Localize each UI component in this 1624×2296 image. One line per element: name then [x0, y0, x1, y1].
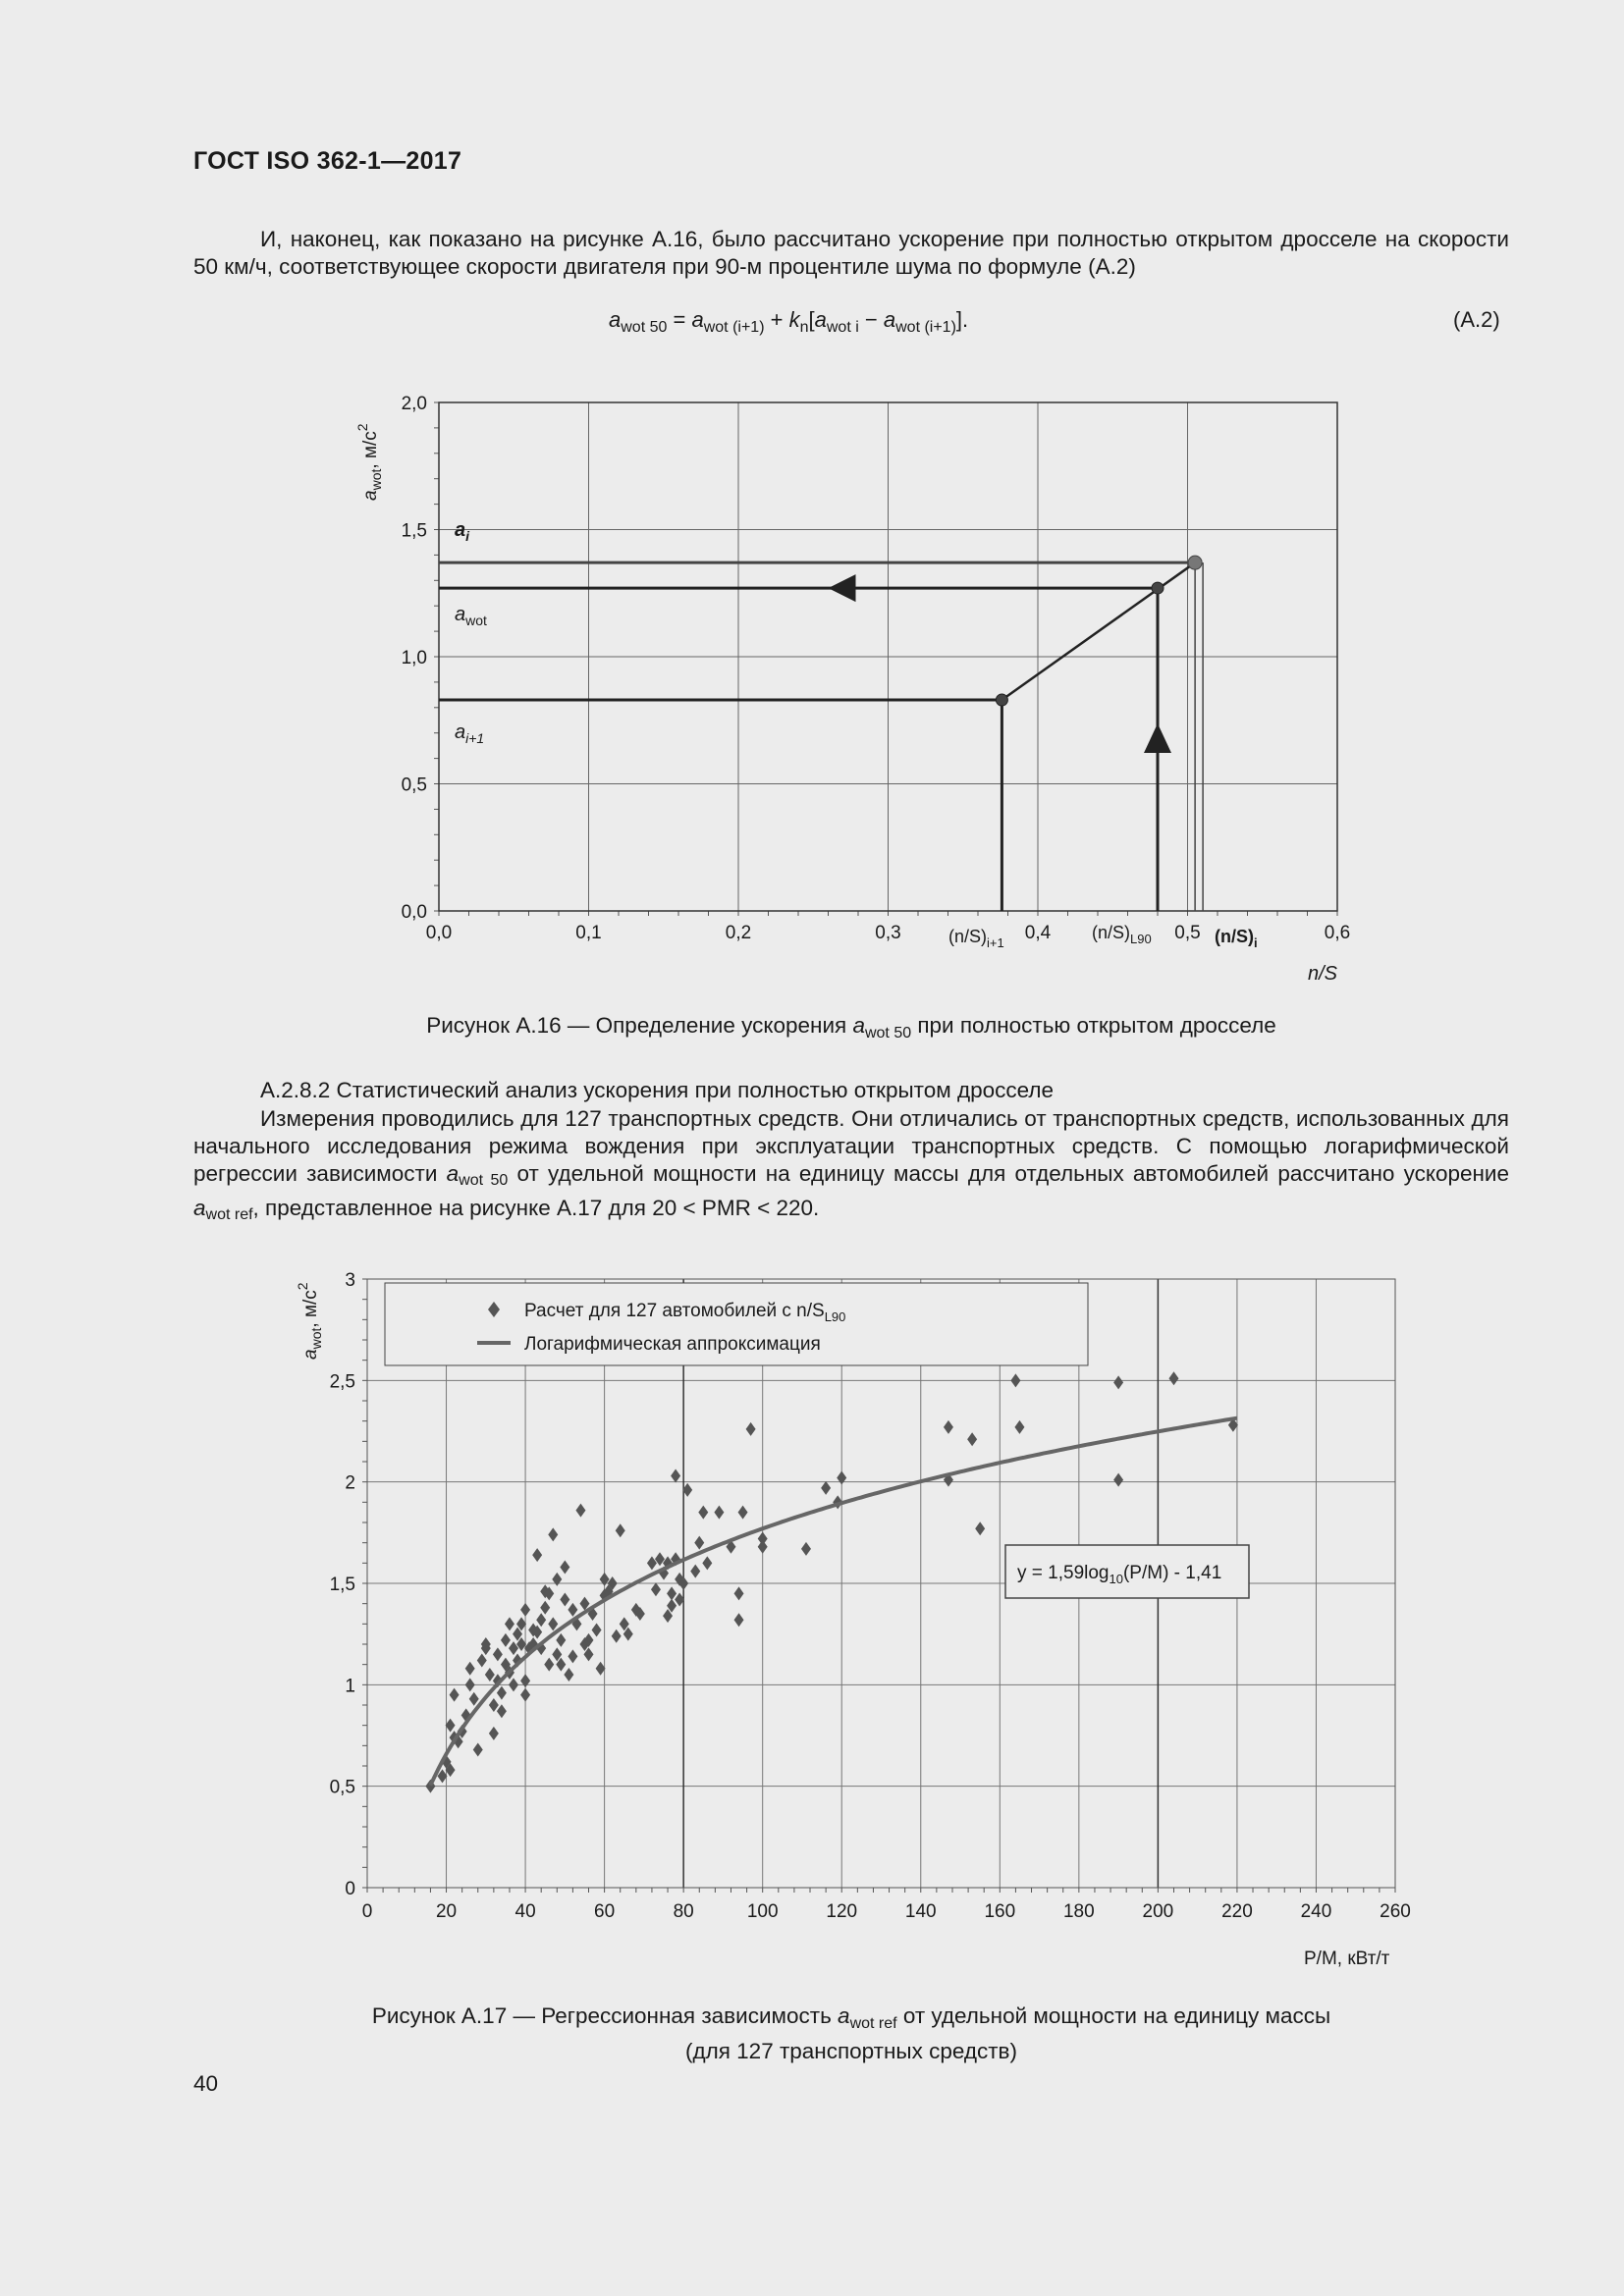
- f16-xmark-ip1: $(n/S)_{i+1}$: [948, 927, 1004, 950]
- section-paragraph: [193, 1105, 1509, 1229]
- f16-xtick-label: 0,4: [1024, 923, 1052, 943]
- f17-fit-curve: [430, 1418, 1237, 1786]
- f17-data-point: [536, 1613, 546, 1627]
- f16-ytick-label: 1,5: [401, 520, 427, 542]
- f17-data-point: [1014, 1420, 1024, 1434]
- f17-data-point: [702, 1556, 712, 1570]
- f17-ytick-label: 1,5: [329, 1575, 355, 1595]
- formula-op: ].: [955, 307, 969, 332]
- f17-legend-line: Логарифмическая аппроксимация: [524, 1334, 821, 1355]
- f17-xtick-label: 100: [746, 1901, 779, 1922]
- f17-data-point: [837, 1471, 846, 1485]
- caption-sub: wot ref: [849, 2015, 897, 2032]
- f17-data-point: [560, 1593, 569, 1607]
- f16-arrow-up-icon: [1144, 723, 1171, 753]
- figure-a16-caption: [193, 1013, 1509, 1042]
- caption-symbol: a: [838, 2003, 850, 2028]
- f17-data-point: [734, 1613, 744, 1627]
- f17-data-point: [698, 1506, 708, 1520]
- f17-data-point: [520, 1688, 530, 1702]
- f17-data-point: [505, 1617, 514, 1630]
- f17-data-point: [446, 1719, 456, 1733]
- para-symbol: a: [446, 1161, 460, 1186]
- f17-data-point: [493, 1647, 503, 1661]
- f17-data-point: [473, 1742, 483, 1756]
- caption-symbol: a: [852, 1013, 865, 1038]
- f17-data-point: [655, 1552, 665, 1566]
- formula-op: +: [764, 307, 789, 332]
- formula-sub: wot 50: [621, 319, 668, 336]
- f17-xtick-label: 20: [435, 1901, 458, 1922]
- f16-label-ai: $a_i$: [455, 519, 470, 544]
- f17-data-point: [485, 1668, 495, 1682]
- f17-data-point: [690, 1565, 700, 1578]
- f17-data-point: [509, 1678, 518, 1691]
- f17-data-point: [489, 1727, 499, 1740]
- f16-xtick-label: 0,5: [1174, 923, 1201, 943]
- page-number: 40: [193, 2071, 219, 2096]
- f17-data-point: [556, 1633, 566, 1647]
- f17-data-point: [560, 1560, 569, 1574]
- f17-data-point: [647, 1556, 657, 1570]
- f16-xtick-label: 0,1: [575, 923, 602, 943]
- f17-xtick-label: 160: [984, 1901, 1016, 1922]
- f17-data-point: [469, 1692, 479, 1706]
- formula-sub: wot (i+1): [895, 319, 956, 336]
- formula-symbol: a: [609, 307, 622, 332]
- f17-xtick-label: 0: [361, 1901, 373, 1922]
- f16-xtick-label: 0,3: [875, 923, 901, 943]
- caption-line-1: [193, 2002, 1509, 2038]
- f16-tick-labels: [402, 394, 1351, 943]
- para-text: , представленное на рисунке А.17 для 20 < PMR < 220.: [252, 1196, 820, 1220]
- f17-data-point: [465, 1678, 475, 1691]
- f16-xtick-label: 0,0: [425, 923, 453, 943]
- f17-data-point: [450, 1688, 460, 1702]
- f17-equation: $y = 1,59\log_{10}(P/M) - 1,41$: [1017, 1563, 1222, 1586]
- f17-data-point: [1168, 1371, 1178, 1385]
- caption-text: Рисунок А.16 — Определение ускорения: [426, 1013, 853, 1038]
- f16-interp-line: [1001, 562, 1195, 700]
- f17-data-point: [612, 1629, 622, 1643]
- f17-data-point: [738, 1506, 748, 1520]
- f16-grid: [434, 402, 1337, 916]
- f16-point-i: [1188, 556, 1202, 569]
- formula-symbol: a: [883, 307, 896, 332]
- f16-arrow-left-icon: [829, 574, 856, 602]
- f16-ylabel: $a_{wot}$, $м/с^2$: [354, 423, 384, 501]
- f17-xtick-label: 240: [1300, 1901, 1332, 1922]
- para-sub: wot 50: [459, 1172, 509, 1189]
- f17-xtick-label: 80: [673, 1901, 694, 1922]
- f17-data-point: [497, 1704, 507, 1718]
- figure-a17-caption: [193, 2002, 1509, 2065]
- f17-ytick-label: 2,5: [329, 1371, 355, 1393]
- f17-data-point: [1113, 1375, 1123, 1389]
- figure-a17: [0, 1237, 1624, 1983]
- f17-data-point: [520, 1674, 530, 1687]
- formula-number: (А.2): [1453, 307, 1500, 332]
- f16-xmark-i: $(n/S)_i$: [1215, 927, 1258, 950]
- f17-ytick-label: 0,5: [329, 1777, 355, 1798]
- f17-data-point: [600, 1573, 610, 1586]
- f16-xmark-l90: $(n/S)_{L90}$: [1092, 923, 1152, 946]
- f17-legend-scatter: Расчет для 127 автомобилей с $n/S_{L90}$: [524, 1301, 846, 1324]
- section-heading: А.2.8.2 Статистический анализ ускорения при полностью открытом дросселе: [260, 1078, 1055, 1102]
- f17-data-point: [552, 1573, 562, 1586]
- formula-op: =: [667, 307, 692, 332]
- f17-data-point: [758, 1540, 768, 1554]
- f16-label-awot: $a_{wot}$: [455, 604, 487, 628]
- formula-op: [: [808, 307, 815, 332]
- f17-data-point: [714, 1506, 724, 1520]
- intro-paragraph: И, наконец, как показано на рисунке А.16, было рассчитано ускорение при полностью открытом дросселе на скорости 50 км/ч, соответствующее скорости двигателя при 90-м процентиле шума по формуле (А.2): [193, 227, 1509, 279]
- f17-data-point: [975, 1522, 985, 1535]
- f17-data-point: [592, 1624, 602, 1637]
- f17-data-point: [489, 1698, 499, 1712]
- caption-text: от удельной мощности на единицу массы: [896, 2003, 1331, 2028]
- f17-xtick-label: 260: [1380, 1901, 1411, 1922]
- f17-data-point: [568, 1603, 577, 1617]
- f17-data-point: [746, 1422, 756, 1436]
- f17-xtick-label: 120: [826, 1901, 858, 1922]
- f16-point-ip1: [996, 694, 1007, 706]
- caption-sub: wot 50: [864, 1025, 912, 1041]
- f17-data-point: [616, 1523, 625, 1537]
- f17-data-point: [651, 1582, 661, 1596]
- f17-data-point: [501, 1633, 511, 1647]
- caption-text: при полностью открытом дросселе: [911, 1013, 1276, 1038]
- para-text: Измерения проводились для 127 транспортных средств. Они отличались от транспортных средств, использованных для начального исследования режима вождения при эксплуатации транспортных средств. С помощью логарифмической регрессии зависимости: [193, 1106, 1509, 1186]
- f17-data-point: [564, 1668, 573, 1682]
- f17-xtick-label: 180: [1062, 1901, 1095, 1922]
- formula-sub: wot i: [826, 319, 859, 336]
- f17-xtick-label: 140: [904, 1901, 937, 1922]
- para-text: от удельной мощности на единицу массы для отдельных автомобилей рассчитано ускорение: [508, 1161, 1509, 1186]
- f17-data-point: [575, 1504, 585, 1518]
- caption-text: Рисунок А.17 — Регрессионная зависимость: [371, 2003, 839, 2028]
- f17-xtick-label: 200: [1142, 1901, 1174, 1922]
- f17-data-point: [509, 1641, 518, 1655]
- formula-symbol: a: [814, 307, 827, 332]
- f16-ytick-label: 0,5: [401, 774, 427, 796]
- f16-ytick-label: 2,0: [401, 394, 427, 414]
- para-symbol: a: [193, 1196, 206, 1220]
- f17-xtick-label: 60: [594, 1901, 616, 1922]
- f17-ytick-label: 1: [345, 1676, 355, 1697]
- f16-xtick-label: 0,6: [1324, 923, 1351, 943]
- formula-sub: wot (i+1): [703, 319, 765, 336]
- formula-op: −: [858, 307, 884, 332]
- f16-label-aip1: $a_{i+1}$: [455, 721, 485, 746]
- figure-a16: [0, 0, 1624, 1041]
- f16-ytick-label: 0,0: [401, 902, 427, 923]
- para-sub: wot ref: [205, 1206, 253, 1223]
- document-header: ГОСТ ISO 362-1—2017: [193, 147, 462, 175]
- f17-ylabel: $a_{wot}$, $м/с^2$: [295, 1282, 324, 1360]
- f17-data-point: [671, 1468, 680, 1482]
- f17-data-point: [821, 1481, 831, 1495]
- f17-data-point: [801, 1542, 811, 1556]
- f17-data-point: [497, 1686, 507, 1700]
- f17-ytick-label: 3: [345, 1270, 355, 1291]
- f16-xtick-label: 0,2: [725, 923, 752, 943]
- f17-data-point: [1113, 1473, 1123, 1487]
- f17-data-point: [1010, 1373, 1020, 1387]
- f17-data-point: [532, 1548, 542, 1562]
- formula-symbol: k: [788, 307, 800, 332]
- f17-data-point: [465, 1662, 475, 1676]
- f17-xtick-label: 220: [1221, 1901, 1253, 1922]
- f17-xlabel: P/M, кВт/т: [1304, 1949, 1390, 1969]
- f17-ytick-label: 0: [345, 1879, 355, 1899]
- f16-xlabel: n/S: [1308, 963, 1338, 985]
- f16-construction-lines: [439, 556, 1203, 911]
- f17-data-point: [694, 1536, 704, 1550]
- f17-data-point: [540, 1601, 550, 1615]
- f17-ytick-label: 2: [345, 1472, 355, 1494]
- f16-point-l90: [1152, 582, 1164, 594]
- f17-data-point: [568, 1649, 577, 1663]
- f17-data-point: [548, 1527, 558, 1541]
- f17-data-point: [944, 1420, 953, 1434]
- f17-data-point: [520, 1603, 530, 1617]
- f17-data-point: [596, 1662, 606, 1676]
- f17-data-point: [734, 1586, 744, 1600]
- formula-sub: n: [799, 319, 809, 336]
- f17-xtick-label: 40: [514, 1901, 536, 1922]
- f17-data-point: [544, 1658, 554, 1672]
- f17-data-point: [667, 1586, 677, 1600]
- f16-ytick-label: 1,0: [401, 648, 427, 668]
- f17-data-point: [967, 1432, 977, 1446]
- f17-data-point: [477, 1654, 487, 1668]
- formula-symbol: a: [691, 307, 704, 332]
- f17-data-point: [548, 1617, 558, 1630]
- caption-line-2: (для 127 транспортных средств): [684, 2039, 1018, 2063]
